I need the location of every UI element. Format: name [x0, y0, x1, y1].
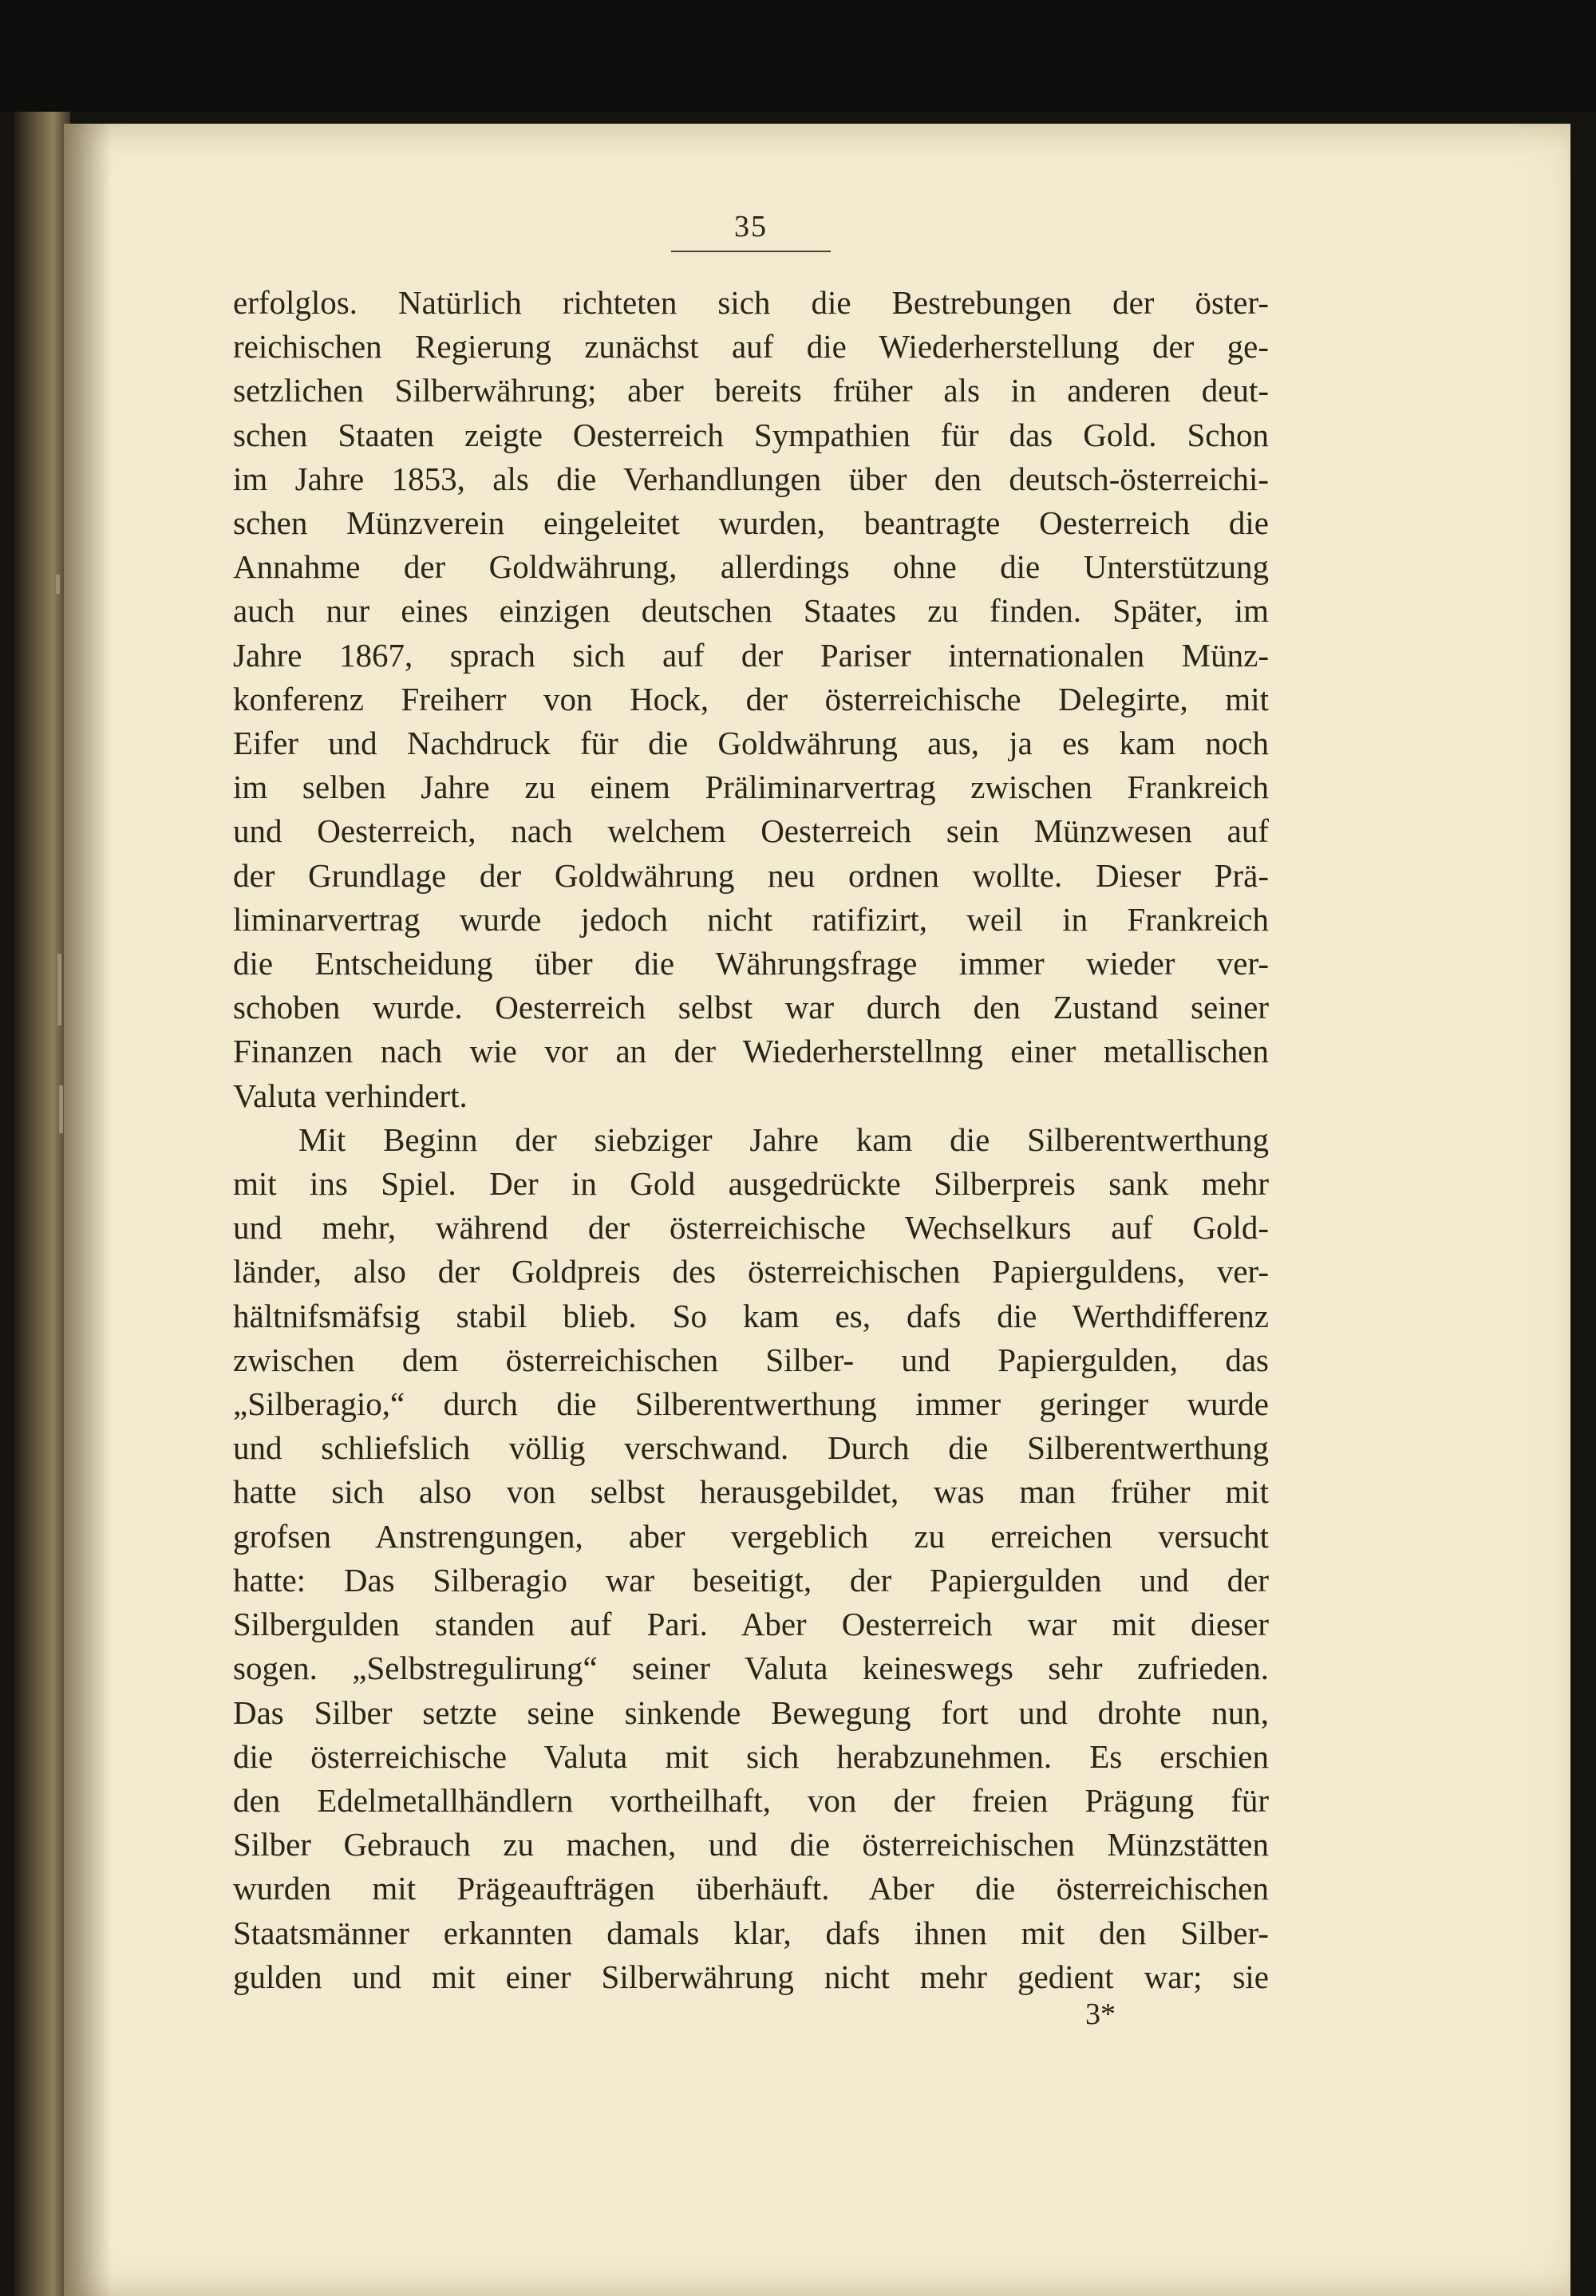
- text-line: und schliefslich völlig verschwand. Durch die Silberentwerthung: [233, 1429, 1269, 1467]
- text-line: im Jahre 1853, als die Verhandlungen über den deutsch-österreichi-: [233, 460, 1269, 497]
- margin-mark: [59, 1085, 63, 1133]
- text-line: erfolglos. Natürlich richteten sich die Bestrebungen der öster-: [233, 284, 1269, 321]
- text-line: sogen. „Selbstregulirung“ seiner Valuta keineswegs sehr zufrieden.: [233, 1650, 1269, 1687]
- page-number-rule: [671, 251, 831, 252]
- text-line: zwischen dem österreichischen Silber- und Papiergulden, das: [233, 1341, 1269, 1378]
- text-line: reichischen Regierung zunächst auf die Wiederherstellung der ge-: [233, 328, 1269, 366]
- text-line: Staatsmänner erkannten damals klar, dafs ihnen mit den Silber-: [233, 1914, 1269, 1951]
- text-line: schoben wurde. Oesterreich selbst war durch den Zustand seiner: [233, 989, 1269, 1026]
- scan-background-top: [0, 0, 1596, 112]
- text-line: hatte: Das Silberagio war beseitigt, der Papiergulden und der: [233, 1561, 1269, 1599]
- text-line: hatte sich also von selbst herausgebildet, was man früher mit: [233, 1473, 1269, 1511]
- text-line: hältnifsmäfsig stabil blieb. So kam es, dafs die Werthdifferenz: [233, 1297, 1269, 1334]
- text-line: grofsen Anstrengungen, aber vergeblich zu erreichen versucht: [233, 1517, 1269, 1555]
- text-line: auch nur eines einzigen deutschen Staates zu finden. Später, im: [233, 592, 1269, 630]
- printer-signature-mark: 3*: [1085, 1998, 1116, 2031]
- text-line: wurden mit Prägeaufträgen überhäuft. Aber die österreichischen: [233, 1870, 1269, 1907]
- margin-mark: [56, 575, 60, 594]
- text-line: liminarvertrag wurde jedoch nicht ratifizirt, weil in Frankreich: [233, 900, 1269, 938]
- text-line: die Entscheidung über die Währungsfrage immer wieder ver-: [233, 945, 1269, 982]
- page-text-block: [233, 207, 1269, 1999]
- text-line: schen Münzverein eingeleitet wurden, beantragte Oesterreich die: [233, 504, 1269, 542]
- page-gutter-shadow: [64, 124, 112, 2296]
- text-line: Silber Gebrauch zu machen, und die österreichischen Münzstätten: [233, 1826, 1269, 1863]
- text-line: Eifer und Nachdruck für die Goldwährung aus, ja es kam noch: [233, 725, 1269, 762]
- text-line: die österreichische Valuta mit sich herabzunehmen. Es erschien: [233, 1737, 1269, 1775]
- margin-mark: [57, 954, 61, 1025]
- text-line: und mehr, während der österreichische Wechselkurs auf Gold-: [233, 1209, 1269, 1247]
- text-line: Valuta verhindert.: [233, 1077, 468, 1114]
- text-line: Finanzen nach wie vor an der Wiederherstellnng einer metallischen: [233, 1033, 1269, 1070]
- text-line: den Edelmetallhändlern vortheilhaft, von der freien Prägung für: [233, 1781, 1269, 1819]
- page-number: 35: [734, 210, 768, 243]
- text-line: gulden und mit einer Silberwährung nicht mehr gedient war; sie: [233, 1958, 1269, 1995]
- text-line: konferenz Freiherr von Hock, der österreichische Delegirte, mit: [233, 680, 1269, 717]
- text-line: Mit Beginn der siebziger Jahre kam die Silberentwerthung: [298, 1120, 1269, 1158]
- text-line: der Grundlage der Goldwährung neu ordnen wollte. Dieser Prä-: [233, 856, 1269, 894]
- book-binding-edge: [14, 112, 70, 2296]
- text-line: im selben Jahre zu einem Präliminarvertrag zwischen Frankreich: [233, 769, 1269, 806]
- text-line: Das Silber setzte seine sinkende Bewegung fort und drohte nun,: [233, 1693, 1269, 1731]
- text-line: und Oesterreich, nach welchem Oesterreich sein Münzwesen auf: [233, 812, 1269, 850]
- text-line: setzlichen Silberwährung; aber bereits früher als in anderen deut-: [233, 372, 1269, 409]
- text-line: Silbergulden standen auf Pari. Aber Oesterreich war mit dieser: [233, 1606, 1269, 1643]
- text-line: Annahme der Goldwährung, allerdings ohne die Unterstützung: [233, 548, 1269, 586]
- text-line: „Silberagio,“ durch die Silberentwerthung immer geringer wurde: [233, 1385, 1269, 1423]
- paragraph-1: [233, 281, 1269, 1118]
- paragraph-2: [233, 1118, 1269, 1999]
- text-line: mit ins Spiel. Der in Gold ausgedrückte Silberpreis sank mehr: [233, 1165, 1269, 1203]
- text-line: schen Staaten zeigte Oesterreich Sympathien für das Gold. Schon: [233, 416, 1269, 453]
- text-line: Jahre 1867, sprach sich auf der Pariser internationalen Münz-: [233, 636, 1269, 674]
- text-line: länder, also der Goldpreis des österreichischen Papierguldens, ver-: [233, 1253, 1269, 1290]
